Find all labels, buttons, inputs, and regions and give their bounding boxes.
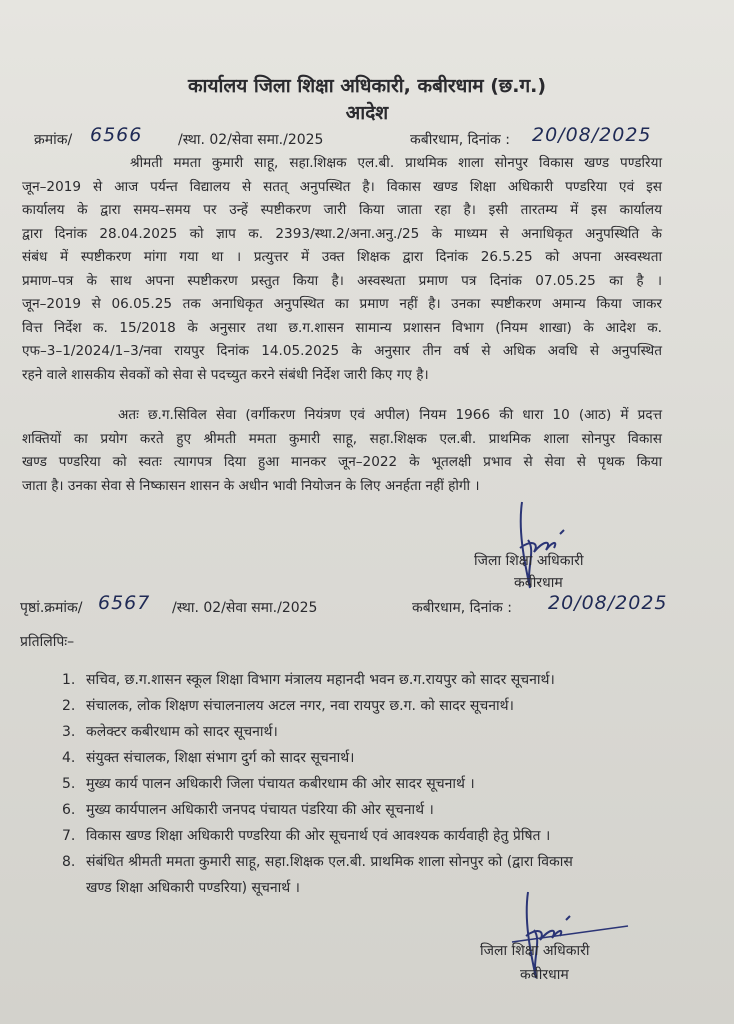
copy-to-heading: प्रतिलिपिः– (20, 634, 75, 650)
copy-to-item-text: मुख्य कार्यपालन अधिकारी जनपद पंचायत पंडरिया की ओर सूचनार्थ । (86, 802, 434, 818)
copy-to-item-number: 8. (62, 854, 76, 870)
copy-to-item-text: संयुक्त संचालक, शिक्षा संभाग दुर्ग को सादर सूचनार्थ। (86, 750, 355, 766)
order-section: /स्था. 02/सेवा समा./2025 (178, 132, 324, 148)
copy-to-item-text: सचिव, छ.ग.शासन स्कूल शिक्षा विभाग मंत्रालय महानदी भवन छ.ग.रायपुर को सादर सूचनार्थ। (86, 672, 555, 688)
copy-to-item-number: 6. (62, 802, 76, 818)
copy-to-item (62, 696, 514, 715)
para1-line: एफ–3–1/2024/1–3/नवा रायपुर दिनांक 14.05.2025 के अनुसार तीन वर्ष से अधिक अवधि से अनुपस्थित (22, 343, 662, 359)
copy-to-item-number: 2. (62, 698, 76, 714)
copy-to-item-text: संबंधित श्रीमती ममता कुमारी साहू, सहा.शिक्षक एल.बी. प्राथमिक शाला सोनपुर को (द्वारा विकास (86, 854, 573, 870)
copy-to-item-text: विकास खण्ड शिक्षा अधिकारी पण्डरिया की ओर सूचनार्थ एवं आवश्यक कार्यवाही हेतु प्रेषित । (86, 828, 551, 844)
copy-to-item-continued: खण्ड शिक्षा अधिकारी पण्डरिया) सूचनार्थ । (86, 880, 300, 896)
para2-line: शक्तियों का प्रयोग करते हुए श्रीमती ममता कुमारी साहू, सहा.शिक्षक एल.बी. प्राथमिक शाला सोनपुर विकास (22, 430, 662, 447)
order-number: 6566 (90, 124, 143, 146)
para1-line: रहने वाले शासकीय सेवकों को सेवा से पदच्युत करने संबंधी निर्देश जारी किए गए है। (22, 366, 429, 383)
para1-line: संबंध में स्पष्टीकरण मांगा गया था । प्रत्युत्तर में उक्त शिक्षक द्वारा दिनांक 26.5.25 को अपना अस्वस्थता (22, 249, 662, 265)
body-paragraph-1 (22, 152, 662, 387)
copy-to-item (62, 670, 555, 689)
copy-to-item-text: कलेक्टर कबीरधाम को सादर सूचनार्थ। (86, 724, 278, 740)
para2-line: जाता है। उनका सेवा से निष्कासन शासन के अधीन भावी नियोजन के लिए अनर्हता नहीं होगी । (22, 477, 480, 494)
copy-to-item-text: मुख्य कार्य पालन अधिकारी जिला पंचायत कबीरधाम की ओर सादर सूचनार्थ । (86, 776, 475, 792)
para1-line: प्रमाण–पत्र के साथ अपना स्पष्टीकरण प्रस्तुत किया है। अस्वस्थता प्रमाण पत्र दिनांक 07.05.25 का है । (22, 272, 662, 289)
copy-to-item-number: 3. (62, 724, 76, 740)
copy-to-item-number: 1. (62, 672, 76, 688)
para1-line: श्रीमती ममता कुमारी साहू, सहा.शिक्षक एल.बी. प्राथमिक शाला सोनपुर विकास खण्ड पण्डरिया (130, 155, 662, 171)
para1-line: द्वारा दिनांक 28.04.2025 को ज्ञाप क. 2393/स्था.2/अना.अनु./25 के माध्यम से अनाधिकृत अनुपस्थिति के (22, 225, 662, 242)
signature2-designation: जिला शिक्षा अधिकारी (480, 943, 590, 959)
para2-line: अतः छ.ग.सिविल सेवा (वर्गीकरण नियंत्रण एवं अपील) नियम 1966 की धारा 10 (आठ) में प्रदत्त (118, 407, 662, 423)
copy-to-item-text: संचालक, लोक शिक्षण संचालनालय अटल नगर, नवा रायपुर छ.ग. को सादर सूचनार्थ। (86, 698, 514, 714)
copy-to-item (62, 852, 573, 871)
document-title: आदेश (345, 102, 389, 124)
copy-to-item (62, 826, 550, 845)
copy-to-item-number: 4. (62, 750, 76, 766)
para2-line: खण्ड पण्डरिया को स्वतः त्यागपत्र दिया हुआ मानकर जून–2022 के भूतलक्षी प्रभाव से सेवा से पृथक किया (22, 454, 662, 470)
endorsement-date: 20/08/2025 (548, 592, 668, 614)
order-number-label: क्रमांक/ (34, 132, 73, 148)
signature1-place: कबीरधाम (514, 575, 563, 591)
body-paragraph-2 (22, 404, 662, 498)
para1-line: वित्त निर्देश क. 15/2018 के अनुसार तथा छ.ग.शासन सामान्य प्रशासन विभाग (नियम शाखा) के आदेश क. (22, 319, 662, 336)
endorsement-place-date-label: कबीरधाम, दिनांक : (412, 600, 512, 616)
copy-to-item (62, 748, 354, 767)
copy-to-item (62, 722, 278, 741)
endorsement-section: /स्था. 02/सेवा समा./2025 (172, 600, 318, 616)
signature2-place: कबीरधाम (520, 967, 569, 983)
order-place-date-label: कबीरधाम, दिनांक : (410, 132, 510, 148)
copy-to-item (62, 800, 434, 819)
order-date: 20/08/2025 (532, 124, 652, 146)
copy-to-item (62, 774, 475, 793)
para1-line: जून–2019 से आज पर्यन्त विद्यालय से सतत् अनुपस्थित है। विकास खण्ड शिक्षा अधिकारी पण्डरिया एवं इस (22, 178, 662, 195)
copy-to-item-number: 5. (62, 776, 76, 792)
copy-to-item-number: 7. (62, 828, 76, 844)
office-heading: कार्यालय जिला शिक्षा अधिकारी, कबीरधाम (छ.ग.) (187, 75, 547, 97)
endorsement-number: 6567 (98, 592, 151, 614)
endorsement-number-label: पृष्ठां.क्रमांक/ (20, 600, 83, 616)
signature1-designation: जिला शिक्षा अधिकारी (474, 553, 584, 569)
para1-line: जून–2019 से 06.05.25 तक अनाधिकृत अनुपस्थित का प्रमाण नहीं है। उनका स्पष्टीकरण अमान्य किया जाकर (22, 296, 662, 312)
para1-line: कार्यालय के द्वारा समय–समय पर उन्हें स्पष्टीकरण जारी किया जाता रहा है। इसी तारतम्य में इस कार्यालय (22, 202, 662, 218)
